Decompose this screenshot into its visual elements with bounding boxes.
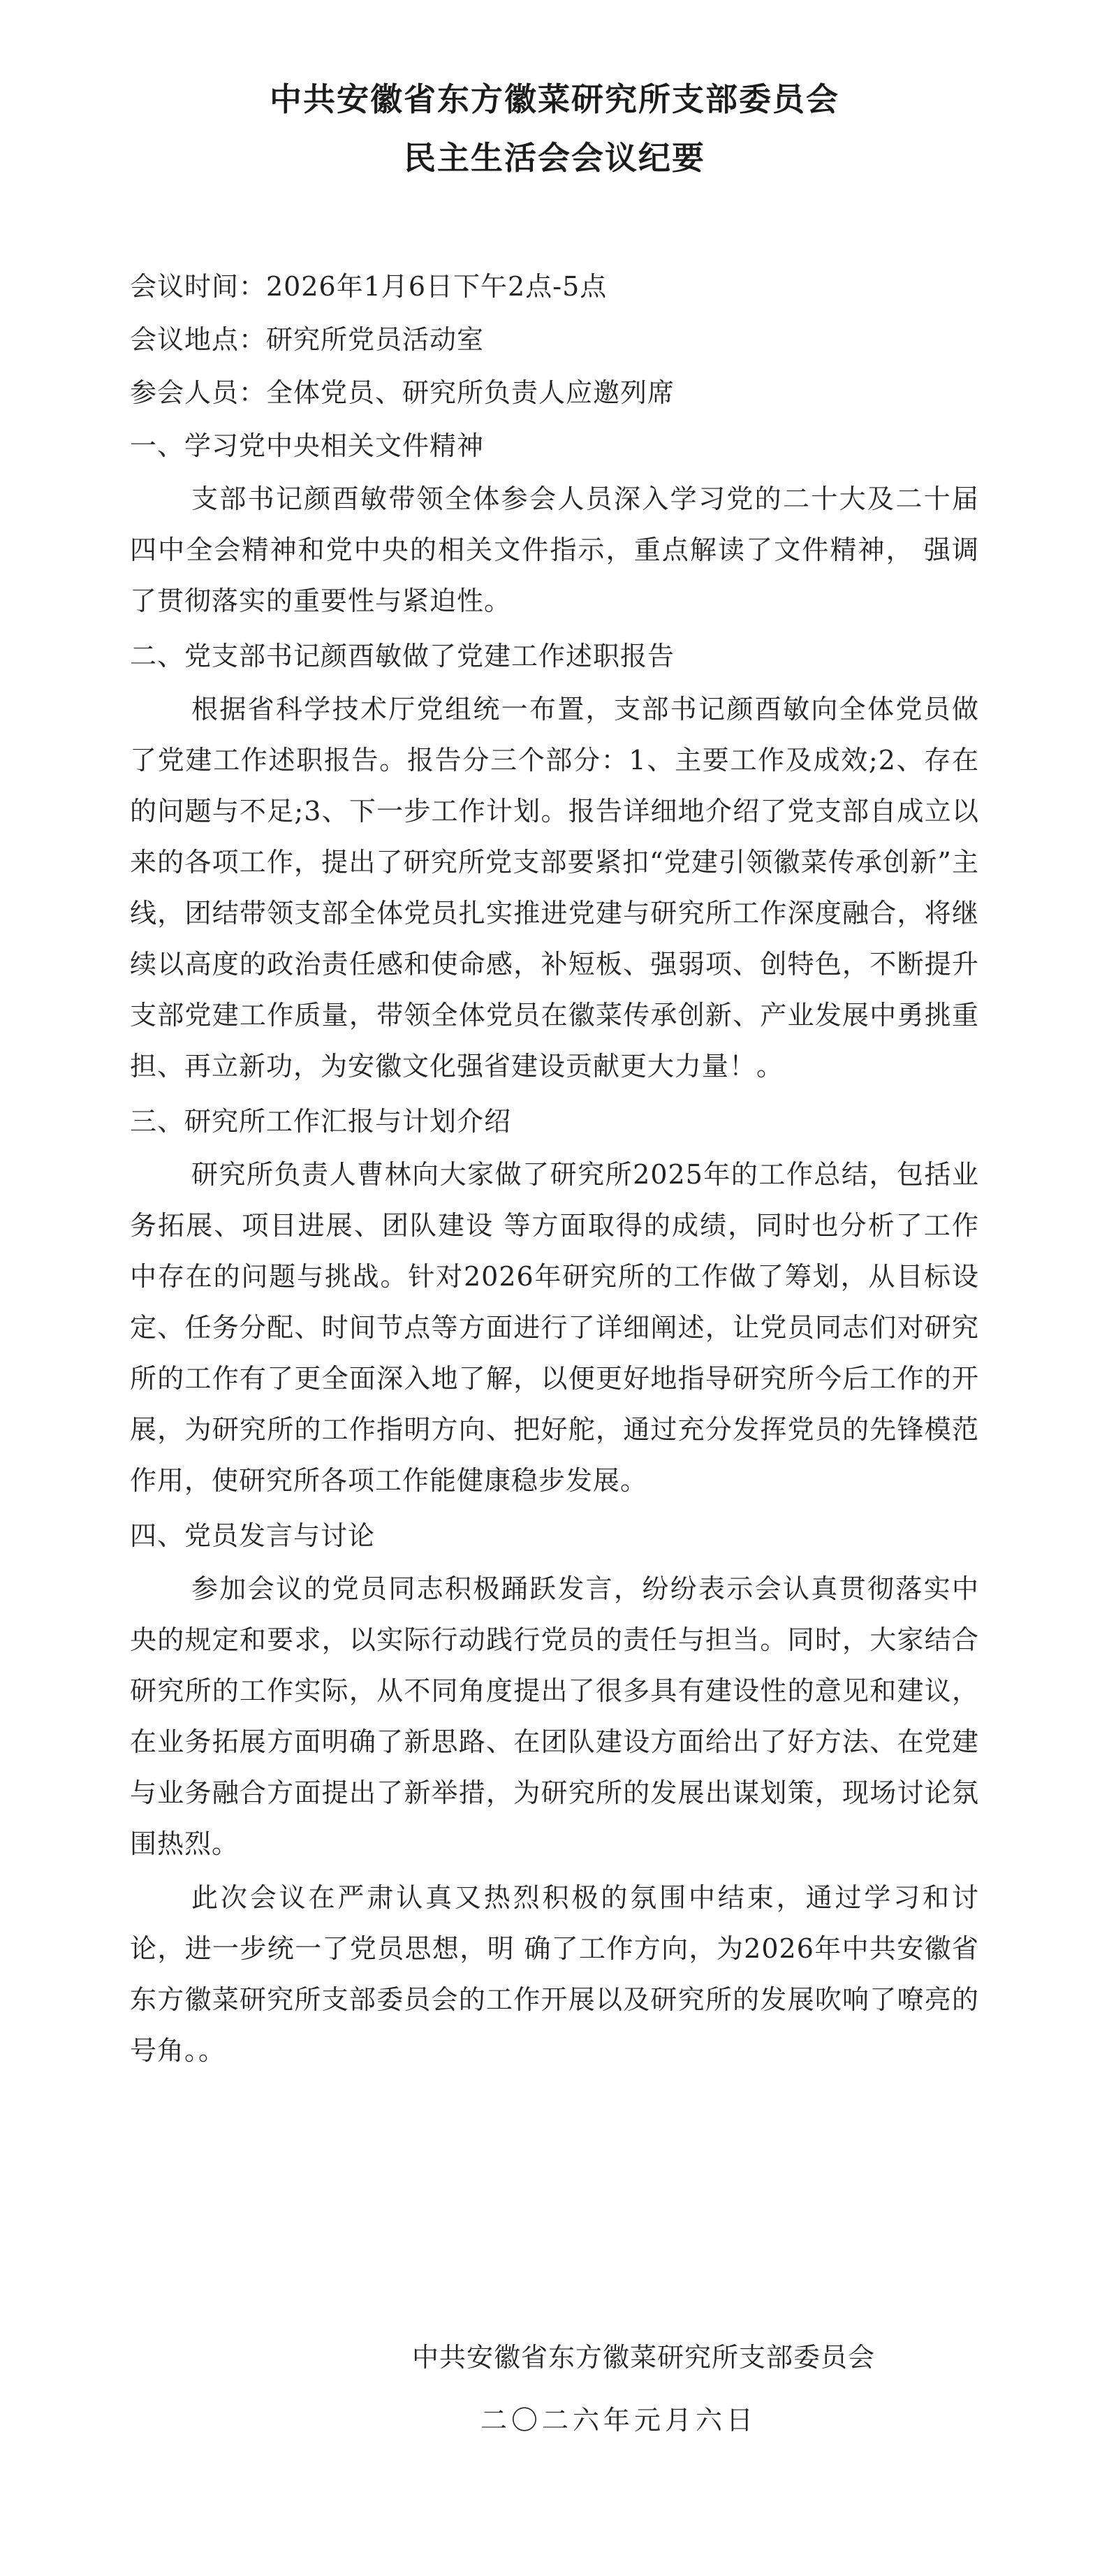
section-4-heading: 四、党员发言与讨论	[130, 1520, 376, 1551]
section-4-paragraph-2: 此次会议在严肃认真又热烈积极的氛围中结束，通过学习和讨论，进一步统一了党员思想，明 确了工作方向，为2026年中共安徽省东方徽菜研究所支部委员会的工作开展以及研究所的发展吹响了嘹亮的号角。。	[130, 1882, 979, 2066]
section-3-heading: 三、研究所工作汇报与计划介绍	[130, 1106, 512, 1137]
section-2-paragraph: 根据省科学技术厅党组统一布置，支部书记颜酉敏向全体党员做了党建工作述职报告。报告分三个部分：1、主要工作及成效;2、存在的问题与不足;3、下一步工作计划。报告详细地介绍了党支部自成立以来的各项工作，提出了研究所党支部要紧扣“党建引领徽菜传承创新”主线，团结带领支部全体党员扎实推进党建与研究所工作深度融合，将继续以高度的政治责任感和使命感，补短板、强弱项、创特色，不断提升支部党建工作质量，带领全体党员在徽菜传承创新、产业发展中勇挑重担、再立新功，为安徽文化强省建设贡献更大力量！。	[130, 694, 979, 1082]
section-1-paragraph: 支部书记颜酉敏带领全体参会人员深入学习党的二十大及二十届四中全会精神和党中央的相关文件指示，重点解读了文件精神， 强调了贯彻落实的重要性与紧迫性。	[130, 483, 979, 616]
document-title	[0, 70, 1109, 187]
meeting-time: 会议时间：2026年1月6日下午2点-5点	[130, 271, 608, 302]
section-2-heading: 二、党支部书记颜酉敏做了党建工作述职报告	[130, 641, 675, 671]
meeting-place: 会议地点：研究所党员活动室	[130, 324, 485, 355]
signature-organization: 中共安徽省东方徽菜研究所支部委员会	[412, 2342, 876, 2373]
section-1-heading: 一、学习党中央相关文件精神	[130, 430, 485, 461]
title-organization: 中共安徽省东方徽菜研究所支部委员会	[270, 80, 839, 118]
title-subject: 民主生活会会议纪要	[404, 139, 705, 177]
document-body	[130, 260, 979, 2079]
meeting-attendees: 参会人员：全体党员、研究所负责人应邀列席	[130, 377, 675, 408]
signature-date: 二〇二六年元月六日	[480, 2405, 758, 2436]
section-3-paragraph: 研究所负责人曹林向大家做了研究所2025年的工作总结，包括业务拓展、项目进展、团队建设 等方面取得的成绩，同时也分析了工作中存在的问题与挑战。针对2026年研究所的工作做了筹划，从目标设定、任务分配、时间节点等方面进行了详细阐述，让党员同志们对研究所的工作有了更全面深入地了解，以便更好地指导研究所今后工作的开展，为研究所的工作指明方向、把好舵，通过充分发挥党员的先锋模范作用，使研究所各项工作能健康稳步发展。	[130, 1159, 979, 1496]
section-4-paragraph-1: 参加会议的党员同志积极踊跃发言，纷纷表示会认真贯彻落实中央的规定和要求，以实际行动践行党员的责任与担当。同时，大家结合研究所的工作实际，从不同角度提出了很多具有建设性的意见和建议，在业务拓展方面明确了新思路、在团队建设方面给出了好方法、在党建与业务融合方面提出了新举措，为研究所的发展出谋划策，现场讨论氛围热烈。	[130, 1573, 979, 1859]
